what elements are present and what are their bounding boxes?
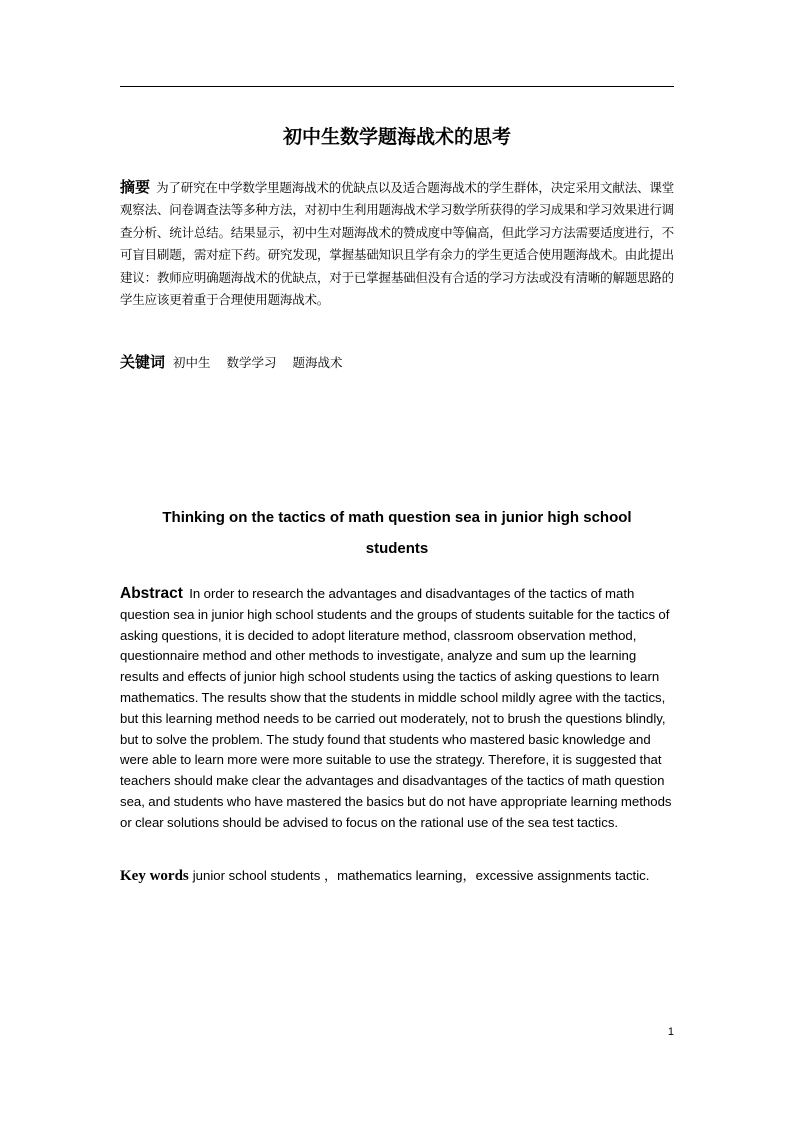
chinese-keyword: 初中生 [173, 355, 211, 370]
english-keywords-text: junior school students ，mathematics learning，excessive assignments tactic. [192, 868, 650, 883]
chinese-keywords [120, 350, 674, 375]
english-keywords-label: Key words [120, 868, 189, 884]
english-title [120, 502, 674, 564]
english-keywords [120, 864, 680, 888]
chinese-keyword: 题海战术 [292, 355, 343, 370]
english-abstract-text: In order to research the advantages and disadvantages of the tactics of math question sea in junior high school students and the groups of students suitable for the tactics of asking questions, it is decided to adopt literature method, classroom observation method, questionnaire method and other methods to investigate, analyze and sum up the learning results and effects of junior high school students using the tactics of asking questions to learn mathematics. The results show that the students in middle school mildly agree with the tactics, but this learning method needs to be carried out moderately, not to brush the questions blindly, but to solve the problem. The study found that students who mastered basic knowledge and were able to learn more were more suitable to use the strategy. Therefore, it is suggested that teachers should make clear the advantages and disadvantages of the tactics of math question sea, and students who have mastered the basics but do not have appropriate learning methods or clear solutions should be advised to focus on the rational use of the sea test tactics. [120, 586, 672, 830]
chinese-abstract-label: 摘要 [120, 178, 151, 196]
chinese-title: 初中生数学题海战术的思考 [282, 126, 511, 148]
header-rule [120, 86, 674, 87]
chinese-keyword: 数学学习 [226, 355, 277, 370]
chinese-abstract [120, 176, 674, 311]
english-abstract-label: Abstract [120, 585, 183, 602]
english-abstract [120, 584, 674, 834]
chinese-keywords-label: 关键词 [120, 353, 166, 371]
page-number: 1 [667, 1026, 674, 1038]
english-title-line1: Thinking on the tactics of math question sea in junior high school [162, 509, 632, 526]
english-title-line2: students [365, 540, 429, 557]
chinese-abstract-text: 为了研究在中学数学里题海战术的优缺点以及适合题海战术的学生群体，决定采用文献法、课堂观察法、问卷调查法等多种方法，对初中生利用题海战术学习数学所获得的学习成果和学习效果进行调查分析、统计总结。结果显示，初中生对题海战术的赞成度中等偏高，但此学习方法需要适度进行，不可盲目刷题，需对症下药。研究发现，掌握基础知识且学有余力的学生更适合使用题海战术。由此提出建议：教师应明确题海战术的优缺点，对于已掌握基础但没有合适的学习方法或没有清晰的解题思路的学生应该更着重于合理使用题海战术。 [120, 180, 674, 308]
